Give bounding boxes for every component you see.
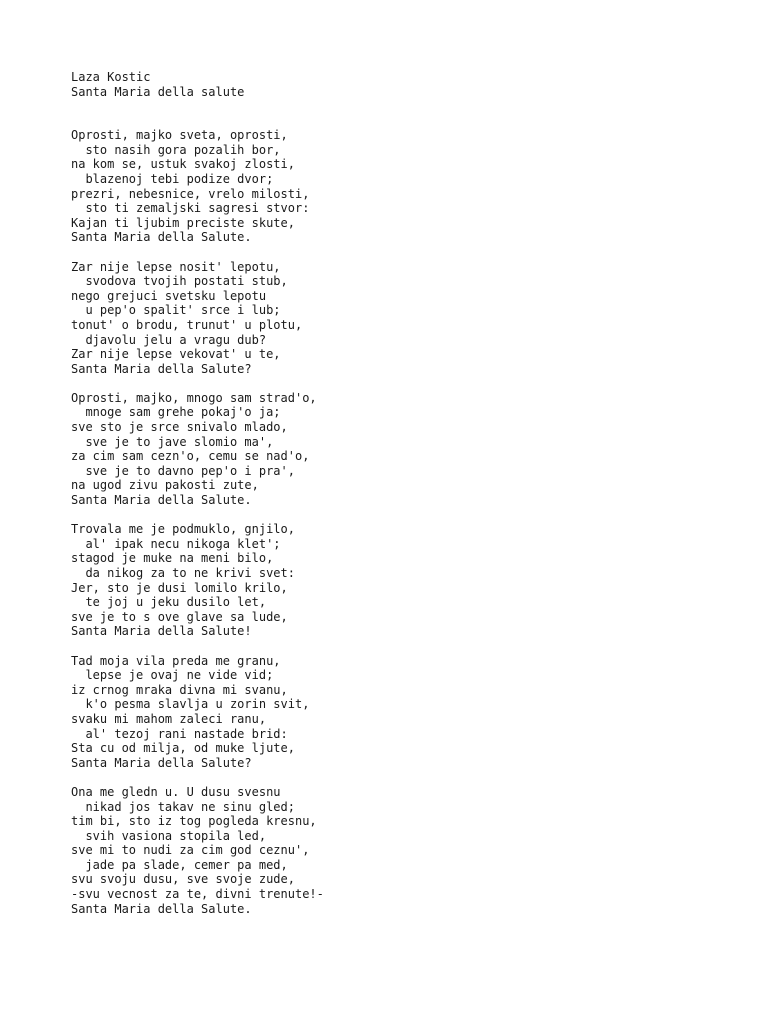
stanza	[71, 785, 751, 916]
poem-line: Santa Maria della Salute.	[71, 901, 252, 916]
poem-line: za cim sam cezn'o, cemu se nad'o,	[71, 449, 310, 464]
poem-line: svodova tvojih postati stub,	[71, 274, 288, 289]
poem-line: Santa Maria della Salute?	[71, 361, 252, 376]
poem-line: Santa Maria della Salute?	[71, 755, 252, 770]
poem-line: sve je to jave slomio ma',	[71, 434, 274, 449]
poem-page	[71, 70, 751, 931]
poem-line: svaku mi mahom zaleci ranu,	[71, 711, 267, 726]
poem-line: sto nasih gora pozalih bor,	[71, 142, 281, 157]
poem-line: Santa Maria della Salute.	[71, 493, 252, 508]
poem-line: -svu vecnost za te, divni trenute!-	[71, 887, 324, 902]
poem-line: Zar nije lepse nosit' lepotu,	[71, 259, 281, 274]
poem-line: k'o pesma slavlja u zorin svit,	[71, 697, 310, 712]
poem-author: Laza Kostic	[71, 70, 151, 84]
poem-line: sve mi to nudi za cim god ceznu',	[71, 843, 310, 858]
stanza	[71, 128, 751, 245]
poem-line: iz crnog mraka divna mi svanu,	[71, 682, 288, 697]
poem-line: Kajan ti ljubim preciste skute,	[71, 215, 295, 230]
poem-line: Zar nije lepse vekovat' u te,	[71, 347, 281, 362]
poem-line: nikad jos takav ne sinu gled;	[71, 799, 295, 814]
poem-line: sve je to s ove glave sa lude,	[71, 609, 288, 624]
poem-line: u pep'o spalit' srce i lub;	[71, 303, 281, 318]
title-spacer	[71, 99, 751, 128]
poem-line: al' tezoj rani nastade brid:	[71, 726, 288, 741]
poem-line: sto ti zemaljski sagresi stvor:	[71, 201, 310, 216]
poem-line: lepse je ovaj ne vide vid;	[71, 668, 274, 683]
stanza	[71, 391, 751, 508]
poem-line: stagod je muke na meni bilo,	[71, 551, 274, 566]
poem-line: Sta cu od milja, od muke ljute,	[71, 741, 295, 756]
poem-line: nego grejuci svetsku lepotu	[71, 288, 267, 303]
poem-line: na ugod zivu pakosti zute,	[71, 478, 259, 493]
poem-line: jade pa slade, cemer pa med,	[71, 857, 288, 872]
poem-line: Jer, sto je dusi lomilo krilo,	[71, 580, 288, 595]
stanza	[71, 522, 751, 639]
poem-line: al' ipak necu nikoga klet';	[71, 536, 281, 551]
poem-line: Trovala me je podmuklo, gnjilo,	[71, 522, 295, 537]
poem-line: Oprosti, majko sveta, oprosti,	[71, 128, 288, 143]
poem-line: sve sto je srce snivalo mlado,	[71, 420, 288, 435]
stanza	[71, 654, 751, 771]
poem-line: Ona me gledn u. U dusu svesnu	[71, 784, 281, 799]
poem-line: tonut' o brodu, trunut' u plotu,	[71, 317, 303, 332]
stanza	[71, 260, 751, 377]
poem-line: djavolu jelu a vragu dub?	[71, 332, 267, 347]
poem-line: na kom se, ustuk svakoj zlosti,	[71, 157, 295, 172]
poem-line: Oprosti, majko, mnogo sam strad'o,	[71, 390, 317, 405]
poem-body	[71, 128, 751, 916]
poem-line: da nikog za to ne krivi svet:	[71, 566, 295, 580]
poem-line: blazenoj tebi podize dvor;	[71, 171, 274, 186]
poem-line: tim bi, sto iz tog pogleda kresnu,	[71, 814, 317, 829]
poem-line: Santa Maria della Salute!	[71, 624, 252, 639]
poem-line: mnoge sam grehe pokaj'o ja;	[71, 405, 281, 420]
poem-title: Santa Maria della salute	[71, 84, 245, 99]
poem-line: prezri, nebesnice, vrelo milosti,	[71, 186, 310, 201]
poem-line: Tad moja vila preda me granu,	[71, 653, 281, 668]
poem-line: svih vasiona stopila led,	[71, 828, 267, 843]
poem-line: sve je to davno pep'o i pra',	[71, 463, 295, 478]
poem-line: te joj u jeku dusilo let,	[71, 595, 267, 610]
poem-line: Santa Maria della Salute.	[71, 230, 252, 245]
poem-line: svu svoju dusu, sve svoje zude,	[71, 872, 295, 887]
